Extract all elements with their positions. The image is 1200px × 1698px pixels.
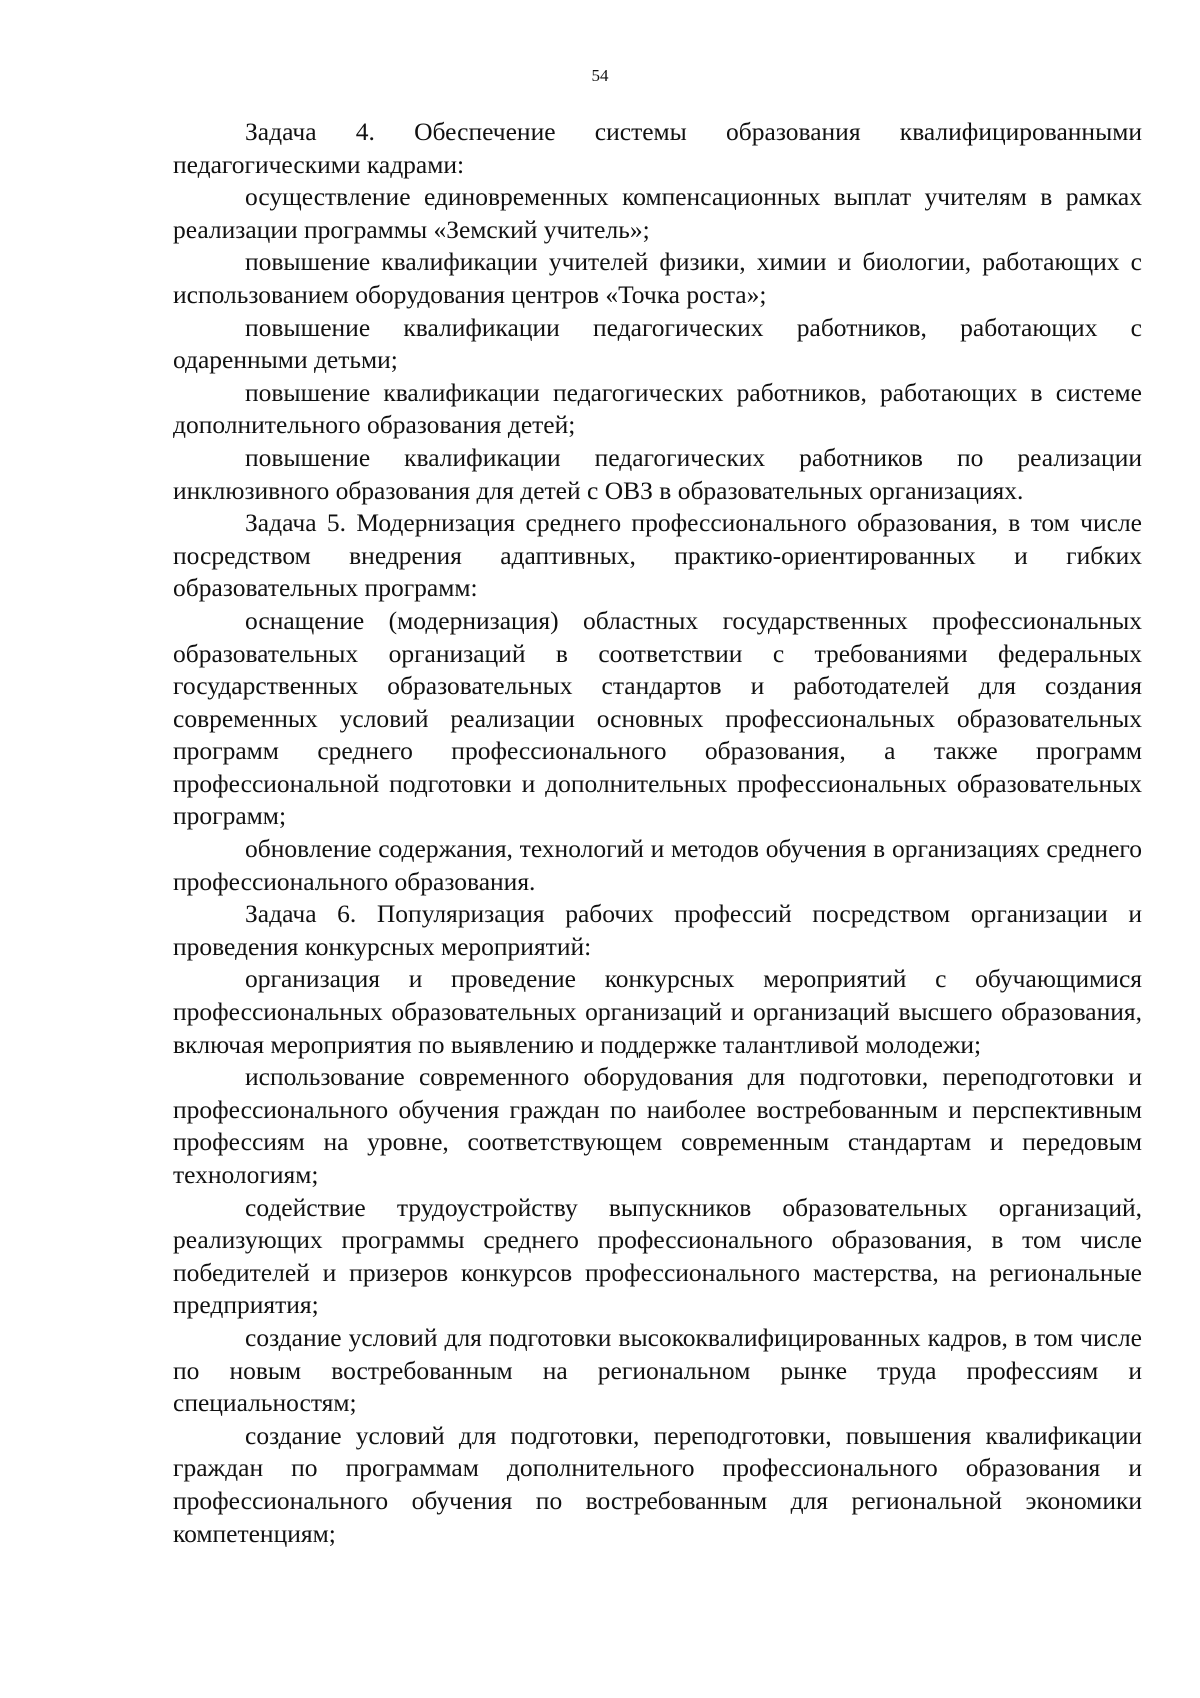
list-item: создание условий для подготовки, переподготовки, повышения квалификации граждан по программам дополнительного профессионального образования и профессионального обучения по востребованным для региональной экономики компетенциям;: [173, 1420, 1142, 1548]
list-item: повышение квалификации педагогических работников, работающих с одаренными детьми;: [173, 312, 1142, 375]
list-item: создание условий для подготовки высококвалифицированных кадров, в том числе по новым востребованным на региональном рынке труда профессиям и специальностям;: [173, 1322, 1142, 1418]
list-item: содействие трудоустройству выпускников образовательных организаций, реализующих программы среднего профессионального образования, в том числе победителей и призеров конкурсов профессионального мастерства, на региональные предприятия;: [173, 1192, 1142, 1320]
page-number: 54: [591, 66, 609, 85]
task-4-heading: Задача 4. Обеспечение системы образования квалифицированными педагогическими кадрами:: [173, 117, 1142, 179]
list-item: использование современного оборудования для подготовки, переподготовки и профессионального обучения граждан по наиболее востребованным и перспективным профессиям на уровне, соответствующем современным стандартам и передовым технологиям;: [173, 1062, 1142, 1189]
list-item: осуществление единовременных компенсационных выплат учителям в рамках реализации программы «Земский учитель»;: [173, 182, 1142, 244]
task-5-heading: Задача 5. Модернизация среднего профессионального образования, в том числе посредством внедрения адаптивных, практико-ориентированных и гибких образовательных программ:: [173, 508, 1142, 603]
list-item: повышение квалификации педагогических работников, работающих в системе дополнительного образования детей;: [173, 377, 1142, 440]
task-6-heading: Задача 6. Популяризация рабочих профессий посредством организации и проведения конкурсных мероприятий:: [173, 899, 1142, 961]
list-item: организация и проведение конкурсных мероприятий с обучающимися профессиональных образовательных организаций и организаций высшего образования, включая мероприятия по выявлению и поддержке талантливой молодежи;: [173, 964, 1142, 1059]
list-item: оснащение (модернизация) областных государственных профессиональных образовательных организаций в соответствии с требованиями федеральных государственных образовательных стандартов и работодателей для создания современных условий реализации основных профессиональных образовательных программ среднего профессионального образования, а также программ профессиональной подготовки и дополнительных профессиональных образовательных программ;: [173, 605, 1142, 831]
document-body: [173, 116, 1142, 1550]
list-item: повышение квалификации педагогических работников по реализации инклюзивного образования для детей с ОВЗ в образовательных организациях.: [173, 442, 1142, 505]
list-item: обновление содержания, технологий и методов обучения в организациях среднего профессионального образования.: [173, 834, 1142, 896]
list-item: повышение квалификации учителей физики, химии и биологии, работающих с использованием оборудования центров «Точка роста»;: [173, 247, 1142, 309]
